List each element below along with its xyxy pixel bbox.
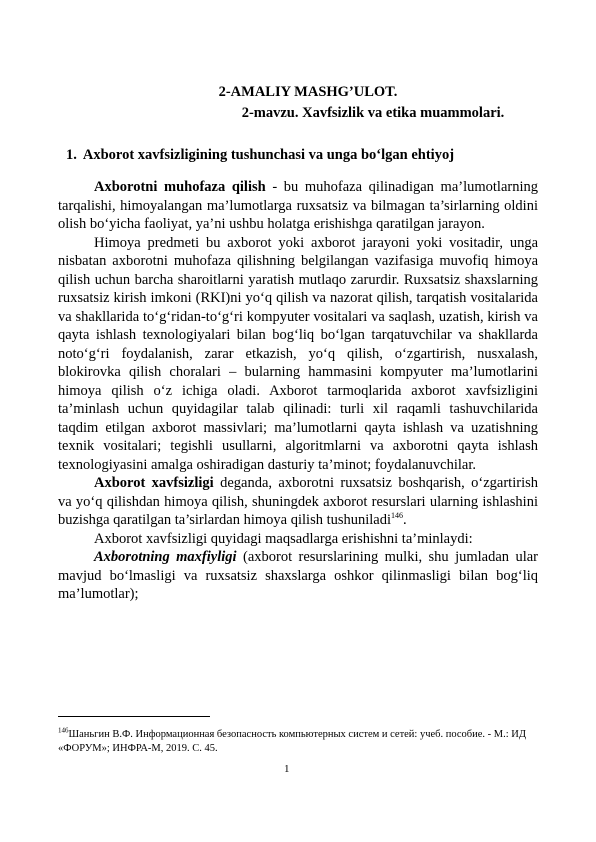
paragraph-text: deganda, axborotni ruxsatsiz boshqarish, o‘zgartirish va yo‘q qilishdan himoya qilish, shuningdek axborot resurslari ularning ishlashini buzishga qaratilgan ta’sirlardan himoya qilish tushuniladi (58, 475, 538, 528)
term-bold: Axborot xavfsizligi (94, 475, 214, 491)
paragraph-text: (axborot resurslarining mulki, shu jumladan ular mavjud bo‘lmasligi va ruxsatsiz shaxslarga oshkor qilinmasligi bilan bog‘liq ma’lumotlar); (58, 549, 538, 602)
paragraph-text: Axborot xavfsizligi quyidagi maqsadlarga erishishni ta’minlaydi: (94, 530, 473, 547)
paragraph (58, 530, 538, 549)
footnote-reference: 146 (391, 511, 404, 521)
practice-title: 2-AMALIY MASHG’ULOT. (218, 84, 398, 100)
footnote-marker: 146 (58, 726, 69, 735)
paragraph-text: - bu muhofaza qilinadigan ma’lumotlarning tarqalishi, himoyalangan ma’lumotlarga ruxsatsiz va bilmagan ta’sirlarning oldini olish bo‘yicha faoliyat, ya’ni ushbu holatga erishishga qaratilgan jarayon. (58, 179, 538, 232)
topic-title: 2-mavzu. Xavfsizlik va etika muammolari. (241, 105, 505, 121)
section-number: 1. (66, 147, 77, 163)
page-number: 1 (284, 763, 290, 775)
paragraph (58, 178, 538, 234)
footnote-divider (58, 716, 210, 717)
paragraph-end: . (403, 512, 407, 528)
term-bold: Axborotni muhofaza qilish (94, 179, 266, 195)
paragraph (58, 234, 538, 475)
footnote (58, 728, 538, 756)
section-heading (66, 147, 454, 164)
section-title: Axborot xavfsizligining tushunchasi va unga bo‘lgan ehtiyoj (82, 147, 455, 163)
footnote-text: Шаньгин В.Ф. Информационная безопасность компьютерных систем и сетей: учеб. пособие. - М.: ИД «ФОРУМ»; ИНФРА-М, 2019. С. 45. (58, 729, 527, 754)
paragraph (58, 548, 538, 604)
term-bold-italic: Axborotning maxfiyligi (94, 549, 237, 565)
paragraph-text: Himoya predmeti bu axborot yoki axborot jarayoni yoki vositadir, unga nisbatan axborotni muhofaza qilishning belgilangan vazifasiga muvofiq himoya qilish uchun barcha sharoitlarni yaratish mutlaqo zarurdir. Ruxsatsiz shaxslarning ruxsatsiz kirish imkoni (RKI)ni yo‘q qilish va nazorat qilish, tarqatish vositalarida va shakllarida to‘g‘ridan-to‘g‘ri kompyuter vositalari va saqlash, uzatish, kirish va qayta ishlash texnologiyalari bilan bog‘liq bo‘lgan tarqatuvchilar va shakllarda noto‘g‘ri foydalanish, zarar etkazish, yo‘q qilish, o‘zgartirish, nusxalash, blokirovka qilish choralari – bularning hammasini kompyuter ma’lumotlarini himoya qilish o‘z ichiga oladi. Axborot tarmoqlarida axborot xavfsizligini ta’minlash uchun quyidagilar talab qilinadi: turli xil raqamli tashuvchilarida taqdim etilgan axborot massivlari; ma’lumotlarni qayta ishlash va uzatishning texnik vositalari; tegishli usullarni, algoritmlarni va axborotni qayta ishlash texnologiyasini amalga oshiradigan dasturiy ta’minot; foydalanuvchilar. (58, 234, 538, 473)
body-text (58, 178, 538, 604)
paragraph (58, 474, 538, 530)
